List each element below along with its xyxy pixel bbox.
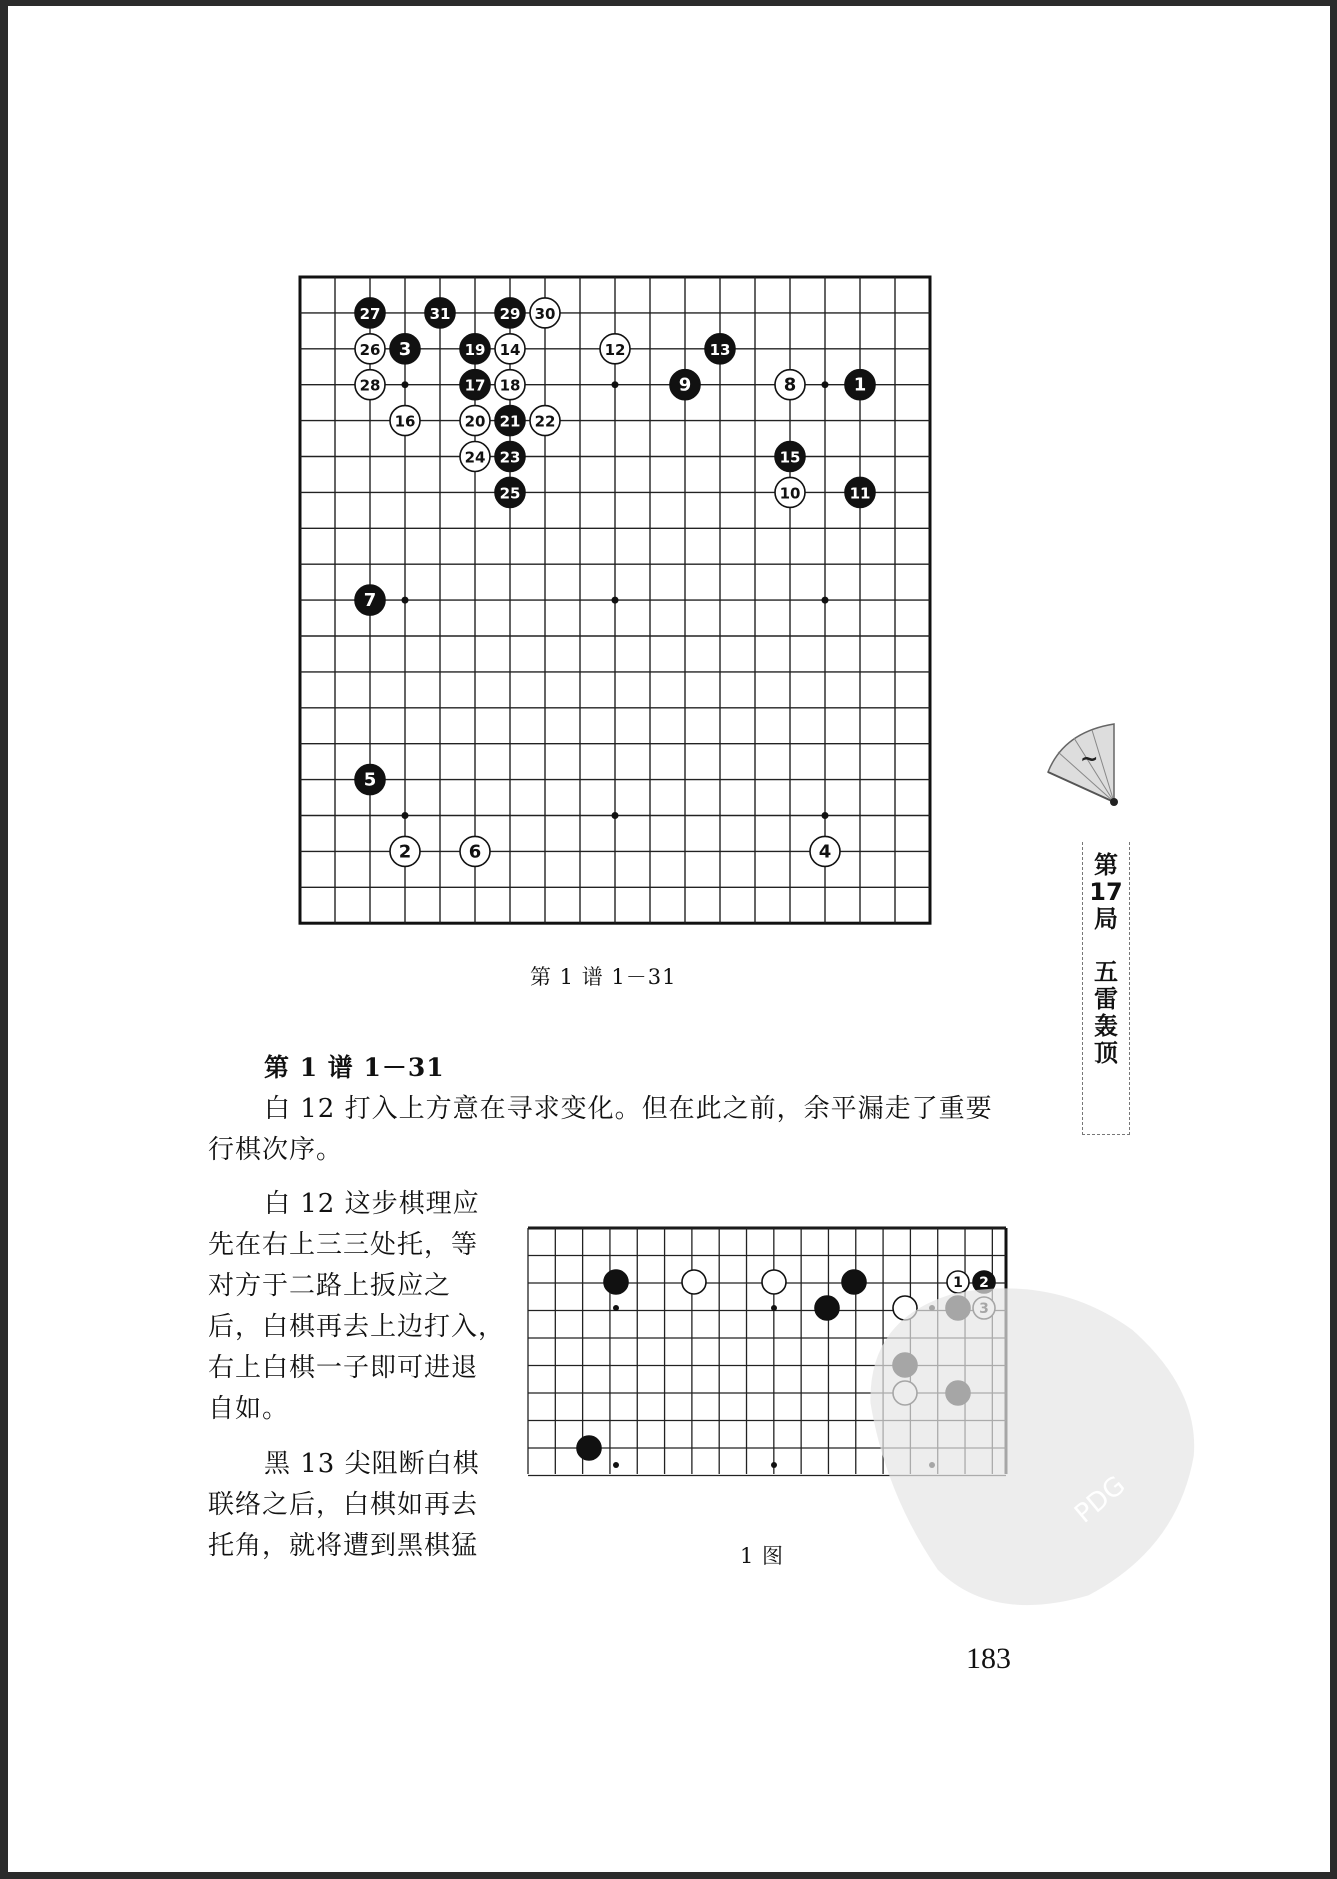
paragraph-line: 对方于二路上扳应之 xyxy=(208,1271,452,1301)
paragraph-line: 托角，就将遭到黑棋猛 xyxy=(208,1531,479,1561)
white-stone xyxy=(762,1270,786,1294)
tab-char: 顶 xyxy=(1094,1039,1118,1067)
paragraph-line: 联络之后，白棋如再去 xyxy=(208,1490,479,1520)
main-diagram-caption: 第 1 谱 1－31 xyxy=(530,965,677,989)
hoshi-point xyxy=(771,1305,777,1311)
white-stone xyxy=(682,1270,706,1294)
book-page xyxy=(8,6,1330,1872)
section-heading: 第 1 谱 1－31 xyxy=(264,1053,445,1082)
black-stone xyxy=(577,1436,601,1460)
svg-text:PDG: PDG xyxy=(1069,1470,1132,1530)
black-stone xyxy=(842,1270,866,1294)
move-number: 15 xyxy=(779,448,801,467)
tab-char: 雷 xyxy=(1094,985,1118,1013)
move-number: 13 xyxy=(709,340,731,359)
move-number: 11 xyxy=(849,484,871,503)
move-number: 30 xyxy=(534,304,556,323)
move-number: 31 xyxy=(429,304,451,323)
paragraph-1-line-1: 白 12 打入上方意在寻求变化。但在此之前，余平漏走了重要 xyxy=(264,1094,993,1124)
paragraph-line: 右上白棋一子即可进退 xyxy=(208,1353,479,1383)
move-number: 29 xyxy=(499,304,521,323)
paragraph-line: 自如。 xyxy=(208,1394,290,1424)
tab-char: 局 xyxy=(1094,905,1118,933)
fan-ornament xyxy=(1044,722,1132,834)
paragraph-1-line-2: 行棋次序。 xyxy=(208,1135,344,1165)
move-number: 28 xyxy=(359,376,381,395)
svg-text:~: ~ xyxy=(1080,747,1099,772)
move-number: 22 xyxy=(534,412,556,431)
move-number: 24 xyxy=(464,448,486,467)
move-number: 23 xyxy=(499,448,521,467)
move-number: 8 xyxy=(783,374,797,396)
paragraph-line: 白 12 这步棋理应 xyxy=(264,1189,480,1219)
move-number: 20 xyxy=(464,412,486,431)
small-diagram-caption: 1 图 xyxy=(740,1544,785,1568)
hoshi-point xyxy=(771,1462,777,1468)
move-number: 10 xyxy=(779,484,801,503)
move-number: 26 xyxy=(359,340,381,359)
move-number: 1 xyxy=(953,1275,963,1291)
tab-char: 五 xyxy=(1094,958,1118,986)
move-number: 17 xyxy=(464,376,486,395)
tab-char: 第 xyxy=(1094,851,1118,879)
paragraph-line: 后，白棋再去上边打入， xyxy=(208,1312,506,1342)
move-number: 16 xyxy=(394,412,416,431)
black-stone xyxy=(604,1270,628,1294)
move-number: 6 xyxy=(468,841,482,863)
move-number: 18 xyxy=(499,376,521,395)
hoshi-point xyxy=(613,1305,619,1311)
move-number: 14 xyxy=(499,340,521,359)
move-number: 2 xyxy=(398,841,412,863)
move-number: 7 xyxy=(363,590,377,612)
chapter-side-tab xyxy=(1082,842,1130,1135)
move-number: 3 xyxy=(398,338,412,360)
move-number: 25 xyxy=(499,484,521,503)
move-number: 19 xyxy=(464,340,486,359)
page-number: 183 xyxy=(966,1642,1011,1675)
hoshi-point xyxy=(613,1462,619,1468)
move-number: 4 xyxy=(818,841,832,863)
move-number: 9 xyxy=(678,374,692,396)
tab-char: 轰 xyxy=(1094,1012,1118,1040)
pdg-watermark xyxy=(864,1254,1204,1614)
paragraph-line: 先在右上三三处托，等 xyxy=(208,1230,479,1260)
move-number: 1 xyxy=(853,374,867,396)
black-stone xyxy=(815,1296,839,1320)
paragraph-line: 黑 13 尖阻断白棋 xyxy=(264,1449,480,1479)
move-number: 12 xyxy=(604,340,626,359)
tab-char: 17 xyxy=(1089,878,1123,906)
move-number: 27 xyxy=(359,304,381,323)
move-number: 5 xyxy=(363,769,377,791)
move-number: 21 xyxy=(499,412,521,431)
move-number: 2 xyxy=(979,1275,989,1291)
